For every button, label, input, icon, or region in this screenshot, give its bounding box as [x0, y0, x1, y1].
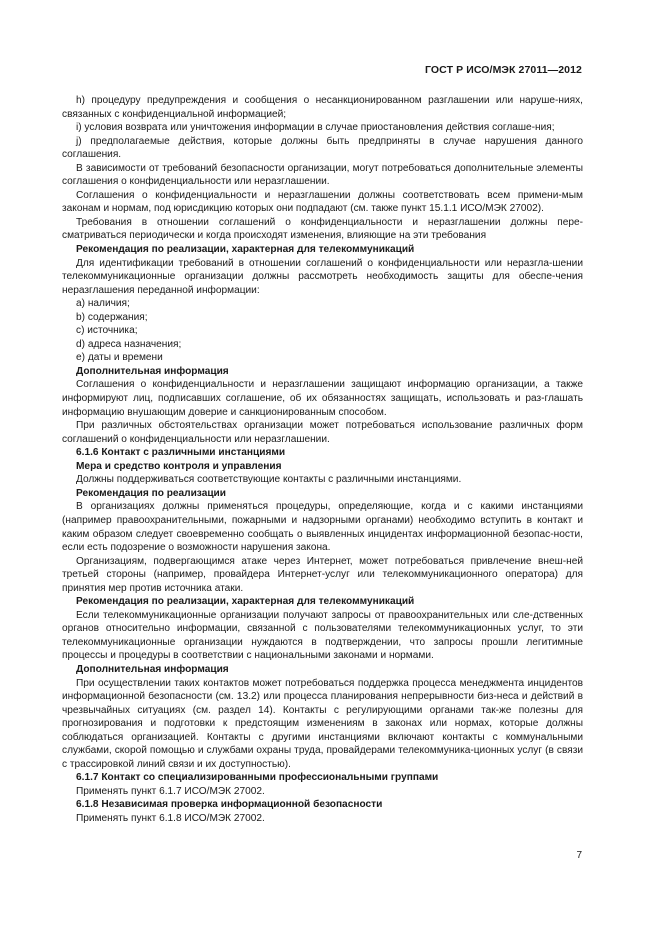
subheading: Рекомендация по реализации — [76, 487, 227, 499]
list-item-a: a) наличия; — [76, 298, 130, 310]
paragraph: Для идентификации требований в отношении соглашений о конфиденциальности или неразгла-шении телекоммуникационные организации должны рассмотреть необходимость защиты для обеспе-чения неразглашения переданной информации: — [62, 257, 583, 296]
subheading: Дополнительная информация — [76, 365, 229, 377]
subheading: Рекомендация по реализации, характерная для телекоммуникаций — [76, 244, 415, 256]
paragraph: Должны поддерживаться соответствующие контакты с различными инстанциями. — [76, 474, 462, 486]
paragraph: Если телекоммуникационные организации получают запросы от правоохранительных или сле-дственных органов относительно информации, связанной с пользователями телекоммуникационных услуг, то эти телекоммуникационные организации нуждаются в подтверждении, что запросы прошли легитимные процессы и процедуры в соответствии с национальными законами и нормами. — [62, 609, 583, 662]
list-item-h: h) процедуру предупреждения и сообщения о несанкционированном разглашении или наруше-ниях, связанных с конфиденциальной информацией; — [62, 95, 583, 120]
subheading: Дополнительная информация — [76, 663, 229, 675]
paragraph: Организациям, подвергающимся атаке через Интернет, может потребоваться привлечение внеш-ней третьей стороны (например, провайдера Интернет-услуг или телекоммуникационного оператора) для принятия мер против источника атаки. — [62, 555, 583, 594]
paragraph: Применять пункт 6.1.8 ИСО/МЭК 27002. — [76, 812, 265, 824]
subheading: Рекомендация по реализации, характерная для телекоммуникаций — [76, 596, 415, 608]
list-item-c: c) источника; — [76, 325, 138, 337]
page-number: 7 — [576, 850, 582, 861]
paragraph: При различных обстоятельствах организации может потребоваться использование различных форм соглашений о конфиденциальности или неразглашении. — [62, 420, 583, 445]
list-item-j: j) предполагаемые действия, которые должны быть предприняты в случае нарушения данного соглашения. — [62, 135, 583, 161]
paragraph: При осуществлении таких контактов может потребоваться поддержка процесса менеджмента инцидентов информационной безопасности (см. 13.2) или процесса планирования непрерывности биз-неса и действий в чрезвычайных ситуациях (см. раздел 14). Контакты с регулирующими органами так-же полезны для прогнозирования и подготовки к предстоящим изменениям в законах или нормах, которые должны соблюдаться организацией. Контакты с другими инстанциями включают контакты с коммунальными службами, скорой помощью и службами охраны труда, провайдерами телекоммуника-ционных услуг (в связи с трассировкой линий связи и их доступностью). — [62, 677, 583, 770]
document-body — [62, 94, 583, 826]
paragraph: В зависимости от требований безопасности организации, могут потребоваться дополнительные элементы соглашения о конфиденциальности или неразглашении. — [62, 162, 583, 188]
list-item-i: i) условия возврата или уничтожения информации в случае приостановления действия соглаше-ния; — [76, 122, 555, 134]
section-heading: 6.1.8 Независимая проверка информационной безопасности — [76, 799, 383, 811]
section-heading: 6.1.6 Контакт с различными инстанциями — [76, 447, 286, 459]
section-heading: 6.1.7 Контакт со специализированными профессиональными группами — [76, 772, 439, 784]
list-item-b: b) содержания; — [76, 311, 148, 323]
paragraph: Требования в отношении соглашений о конфиденциальности и неразглашении должны пере-сматриваться периодически и когда происходят изменения, влияющие на эти требования — [62, 216, 583, 242]
paragraph: Соглашения о конфиденциальности и неразглашении защищают информацию организации, а также информируют лиц, подписавших соглашение, об их обязанностях защищать, использовать и раз-глашать информацию внушающим доверие и санкционированным способом. — [62, 379, 583, 418]
list-item-e: e) даты и времени — [76, 352, 163, 364]
subheading: Мера и средство контроля и управления — [76, 460, 282, 472]
paragraph: Соглашения о конфиденциальности и неразглашении должны соответствовать всем примени-мым законам и нормам, под юрисдикцию которых они подпадают (см. также пункт 15.1.1 ИСО/МЭК 27002). — [62, 189, 583, 215]
paragraph: В организациях должны применяться процедуры, определяющие, когда и с какими инстанциями (например правоохранительными, пожарными и надзорными органами) необходимо вступить в контакт и каким образом следует своевременно сообщать о выявленных инцидентах информационной безопас-ности, если есть подозрение о возможности нарушения закона. — [62, 501, 583, 554]
paragraph: Применять пункт 6.1.7 ИСО/МЭК 27002. — [76, 785, 265, 797]
list-item-d: d) адреса назначения; — [76, 338, 182, 350]
document-header: ГОСТ Р ИСО/МЭК 27011—2012 — [424, 64, 582, 76]
